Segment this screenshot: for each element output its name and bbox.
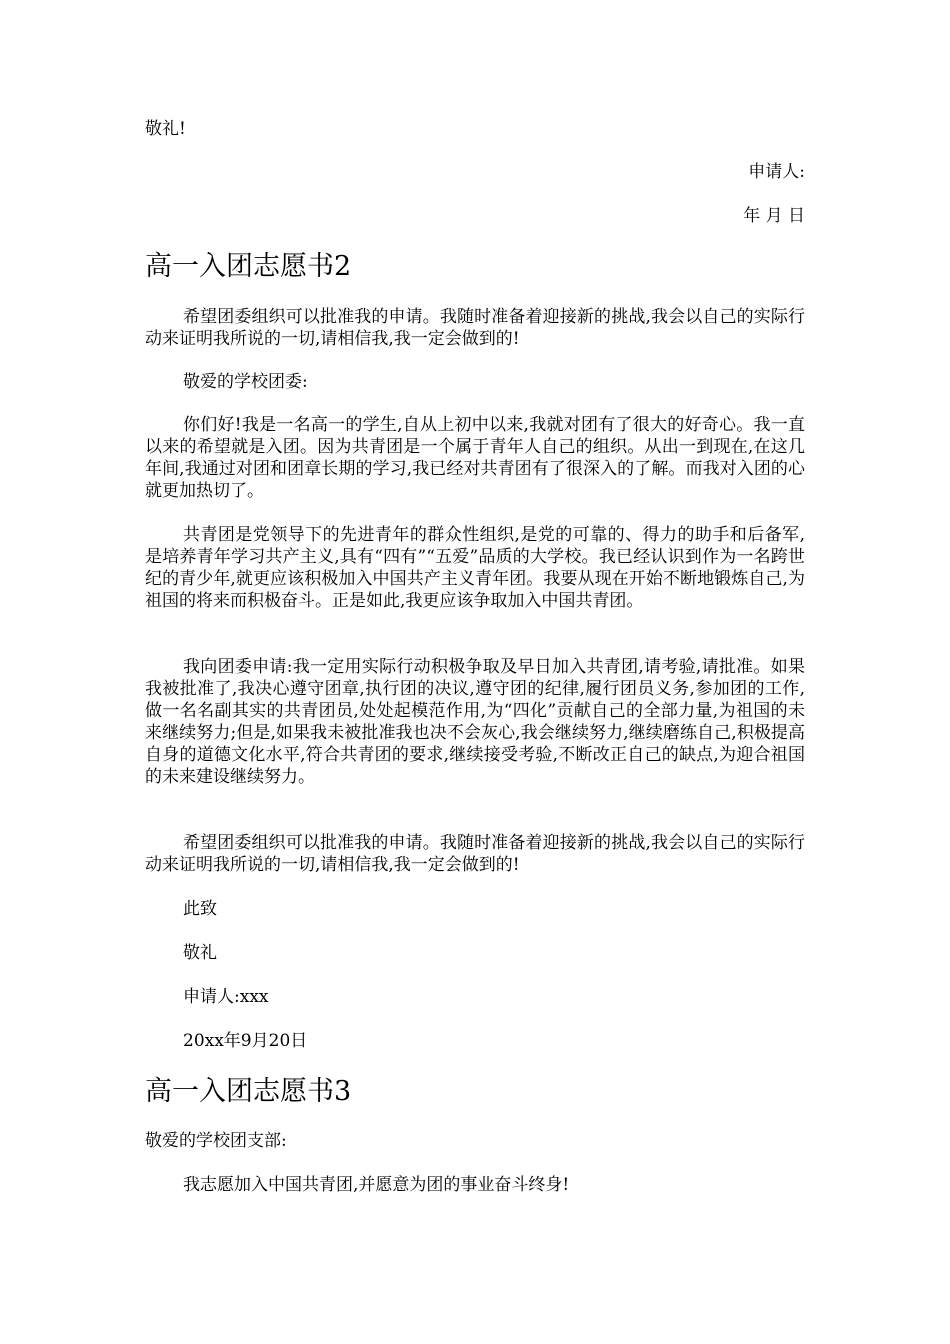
date-2: 20xx年9月20日 xyxy=(183,1031,308,1051)
section-title-2: 高一入团志愿书2 xyxy=(145,251,352,282)
applicant-label-1: 申请人: xyxy=(748,162,805,182)
section-title-3: 高一入团志愿书3 xyxy=(145,1076,352,1107)
applicant-label-2: 申请人:xxx xyxy=(183,987,269,1007)
date-placeholder-1: 年 月 日 xyxy=(743,206,805,226)
paragraph-2-4: 我向团委申请:我一定用实际行动积极争取及早日加入共青团,请考验,请批准。如果我被批准了,我决心遵守团章,执行团的决议,遵守团的纪律,履行团员义务,参加团的工作,做一名名副其实的共青团员,处处起模范作用,为“四化”贡献自己的全部力量,为祖国的未来继续努力;但是,如果我未被批准我也决不会灰心,我会继续努力,继续磨练自己,积极提高自身的道德文化水平,符合共青团的要求,继续接受考验,不断改正自己的缺点,为迎合祖国的未来建设继续努力。 xyxy=(145,657,805,787)
paragraph-2-1: 希望团委组织可以批准我的申请。我随时准备着迎接新的挑战,我会以自己的实际行动来证明我所说的一切,请相信我,我一定会做到的! xyxy=(145,307,805,349)
closing-salute-1: 敬礼! xyxy=(145,119,186,139)
paragraph-2-3: 共青团是党领导下的先进青年的群众性组织,是党的可靠的、得力的助手和后备军,是培养青年学习共产主义,具有“四有”“五爱”品质的大学校。我已经认识到作为一名跨世纪的青少年,就更应该积极加入中国共产主义青年团。我要从现在开始不断地锻炼自己,为祖国的将来而积极奋斗。正是如此,我更应该争取加入中国共青团。 xyxy=(145,525,805,611)
paragraph-3-1: 我志愿加入中国共青团,并愿意为团的事业奋斗终身! xyxy=(183,1175,570,1195)
salutation-2: 敬爱的学校团委: xyxy=(183,372,308,392)
paragraph-2-2: 你们好!我是一名高一的学生,自从上初中以来,我就对团有了很大的好奇心。我一直以来的希望就是入团。因为共青团是一个属于青年人自己的组织。从出一到现在,在这几年间,我通过对团和团章长期的学习,我已经对共青团有了很深入的了解。而我对入团的心就更加热切了。 xyxy=(145,415,805,501)
paragraph-2-5: 希望团委组织可以批准我的申请。我随时准备着迎接新的挑战,我会以自己的实际行动来证明我所说的一切,请相信我,我一定会做到的! xyxy=(145,833,805,875)
closing-salute-2: 敬礼 xyxy=(183,943,217,963)
salutation-3: 敬爱的学校团支部: xyxy=(145,1131,287,1151)
closing-ci-zhi: 此致 xyxy=(183,899,217,919)
